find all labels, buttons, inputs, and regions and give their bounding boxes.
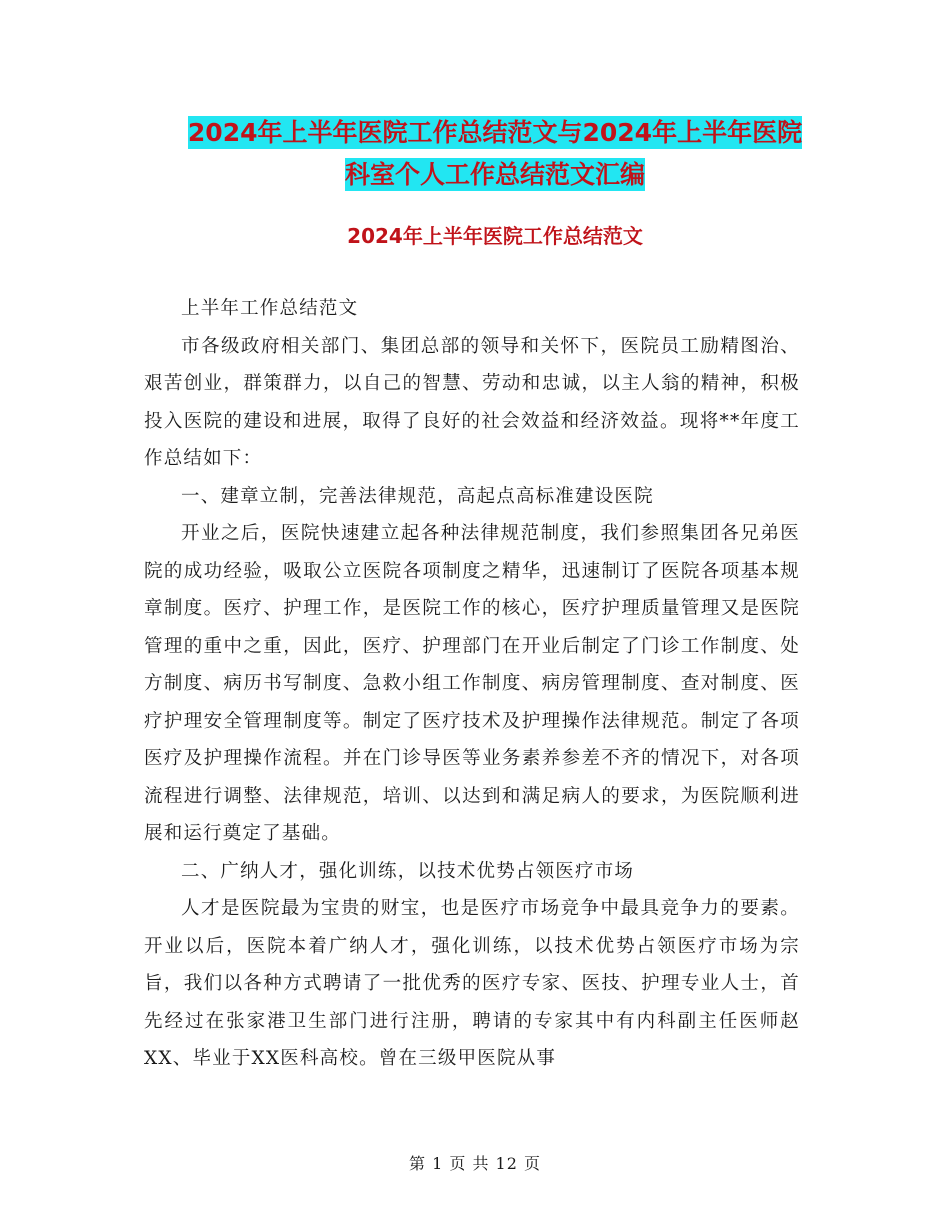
section-heading-1: 一、建章立制，完善法律规范，高起点高标准建设医院 [181, 485, 654, 507]
page-footer: 第 1 页 共 12 页 [409, 1154, 541, 1173]
section-title: 2024年上半年医院工作总结范文 [347, 224, 643, 248]
document-title [140, 112, 850, 196]
paragraph: 开业之后，医院快速建立起各种法律规范制度，我们参照集团各兄弟医院的成功经验，吸取公立医院各项制度之精华，迅速制订了医院各项基本规章制度。医疗、护理工作，是医院工作的核心，医疗护理质量管理又是医院管理的重中之重，因此，医疗、护理部门在开业后制定了门诊工作制度、处方制度、病历书写制度、急救小组工作制度、病房管理制度、查对制度、医疗护理安全管理制度等。制定了医疗技术及护理操作法律规范。制定了各项医疗及护理操作流程。并在门诊导医等业务素养参差不齐的情况下，对各项流程进行调整、法律规范，培训、以达到和满足病人的要求，为医院顺利进展和运行奠定了基础。 [144, 523, 800, 844]
paragraph: 人才是医院最为宝贵的财宝，也是医疗市场竞争中最具竞争力的要素。开业以后，医院本着广纳人才，强化训练，以技术优势占领医疗市场为宗旨，我们以各种方式聘请了一批优秀的医疗专家、医技、护理专业人士，首先经过在张家港卫生部门进行注册，聘请的专家其中有内科副主任医师赵XX、毕业于XX医科高校。曾在三级甲医院从事 [144, 898, 800, 1069]
title-line-1: 2024年上半年医院工作总结范文与2024年上半年医院 [187, 118, 803, 147]
paragraph-heading: 上半年工作总结范文 [181, 298, 359, 319]
document-body [144, 290, 800, 1078]
paragraph: 市各级政府相关部门、集团总部的领导和关怀下，医院员工励精图治、艰苦创业，群策群力，以自己的智慧、劳动和忠诚，以主人翁的精神，积极投入医院的建设和进展，取得了良好的社会效益和经济效益。现将**年度工作总结如下： [144, 335, 800, 469]
title-line-2: 科室个人工作总结范文汇编 [344, 160, 645, 189]
section-heading-2: 二、广纳人才，强化训练，以技术优势占领医疗市场 [181, 860, 635, 882]
